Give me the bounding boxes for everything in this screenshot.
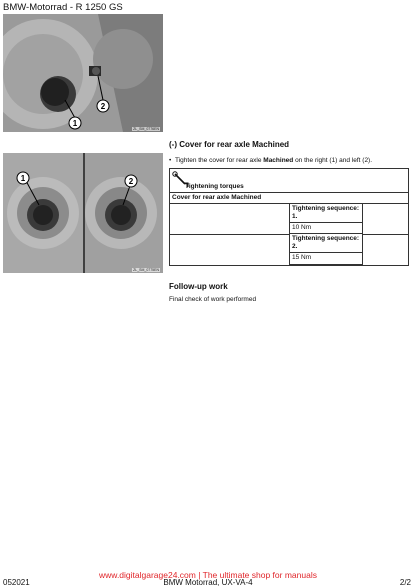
footer-date-code: 052021 (3, 578, 30, 587)
sequence-2-label: Tightening sequence: 2. (290, 234, 363, 253)
sequence-1-value: 10 Nm (290, 223, 363, 234)
callout-1: 1 (20, 174, 26, 183)
bullet-icon: • (169, 157, 172, 164)
table-divider (170, 234, 290, 235)
instruction-text-bold: Machined (263, 157, 294, 164)
footer-document-id: BMW Motorrad, UX-VA-4 (163, 578, 253, 587)
figure-code: ZL_SM_0776EN (133, 127, 159, 131)
sequence-1-label: Tightening sequence: 1. (290, 204, 363, 223)
figure-code: ZL_SM_0775EN (133, 268, 159, 272)
section-heading: (-) Cover for rear axle Machined (169, 140, 290, 149)
footer-page-number: 2/2 (399, 578, 411, 587)
instruction-text-after: on the right (1) and left (2). (293, 157, 373, 164)
table-header-label: Tightening torques (185, 183, 244, 190)
table-divider (363, 234, 408, 235)
instruction-text-before: Tighten the cover for rear axle (175, 157, 264, 164)
figure-rear-axle-covers-left-right (3, 153, 163, 273)
followup-heading: Follow-up work (169, 282, 228, 291)
tightening-torques-table (169, 168, 409, 266)
document-title: BMW-Motorrad - R 1250 GS (3, 2, 123, 13)
footer-shop-link[interactable]: www.digitalgarage24.com | The ultimate shop for manuals (99, 570, 317, 580)
callout-2: 2 (100, 102, 106, 111)
figure-rear-axle-cover-closeup (3, 14, 163, 132)
callout-2: 2 (128, 177, 134, 186)
callout-1: 1 (72, 119, 78, 128)
followup-text: Final check of work performed (169, 296, 257, 303)
rear-axle-photo-2 (3, 153, 163, 273)
table-header (170, 169, 408, 193)
table-component-row: Cover for rear axle Machined (170, 193, 408, 204)
rear-axle-photo-1 (3, 14, 163, 132)
sequence-2-value: 15 Nm (290, 253, 363, 265)
instruction-bullet (169, 157, 372, 164)
